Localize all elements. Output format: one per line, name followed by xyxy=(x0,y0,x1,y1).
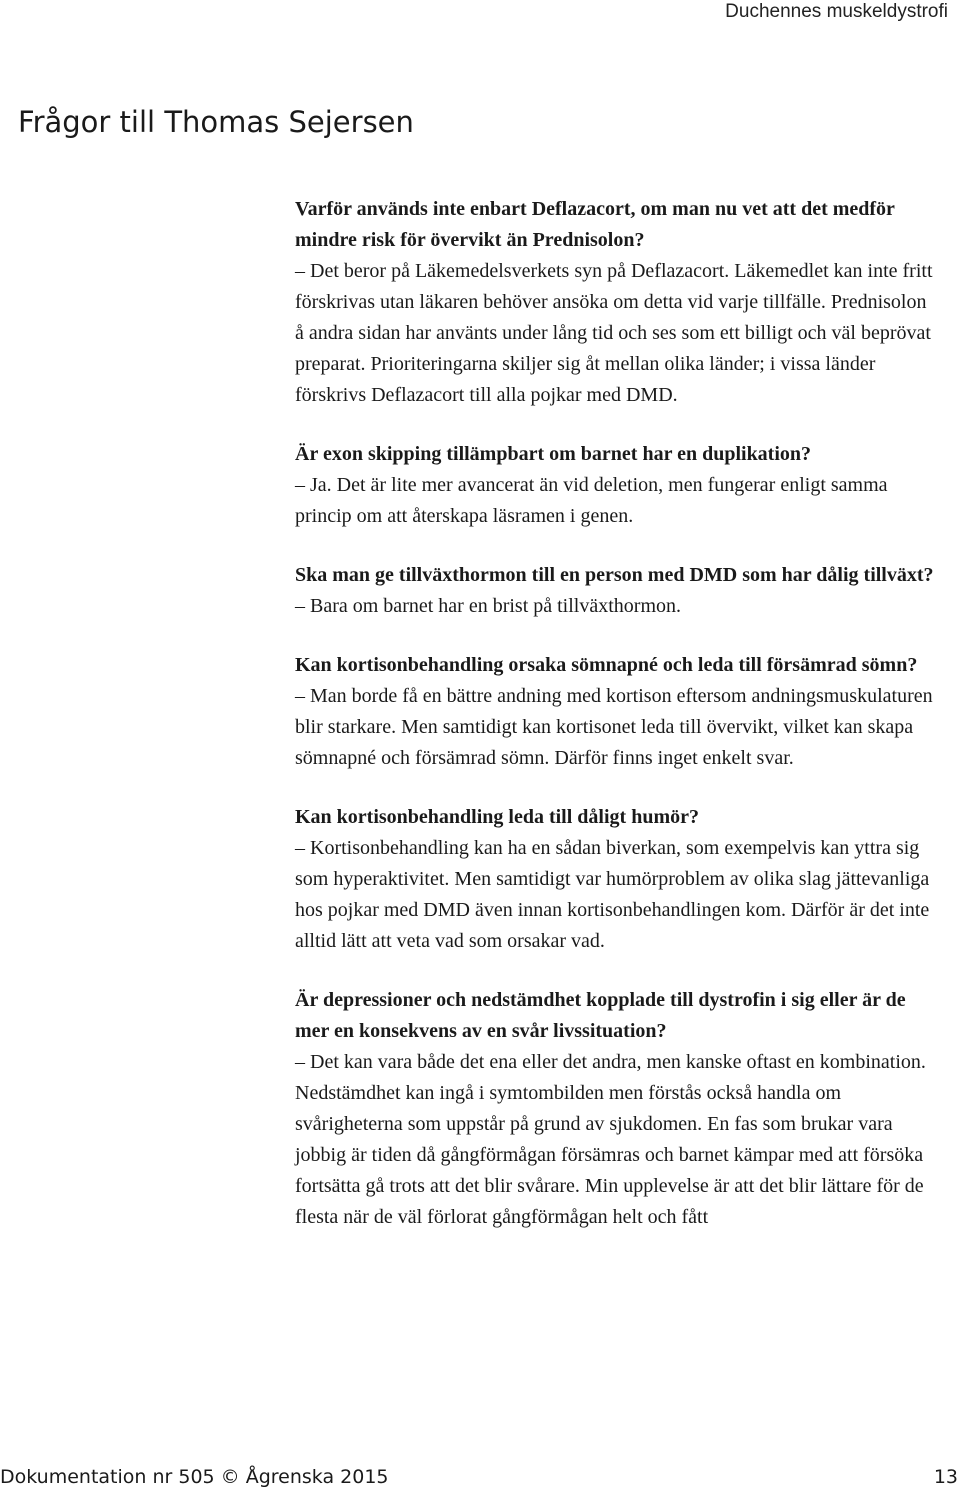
question-text: Varför används inte enbart Deflazacort, om man nu vet att det medför mindre risk för övervikt än Prednisolon? xyxy=(295,198,895,251)
answer-text: – Bara om barnet har en brist på tillväxthormon. xyxy=(295,595,682,617)
question-text: Kan kortisonbehandling orsaka sömnapné och leda till försämrad sömn? xyxy=(295,654,918,676)
answer-text: – Det kan vara både det ena eller det andra, men kanske oftast en kombination. Nedstämdhet kan ingå i symtombilden men förstås också handla om svårigheterna som uppstår på grund av sjukdomen. En fas som brukar vara jobbig är tiden då gångförmågan försämras och barnet kämpar med att försöka fortsätta gå trots att det blir svårare. Min upplevelse är att det blir lättare för de flesta när de väl förlorat gångförmågan helt och fått xyxy=(295,1051,926,1228)
answer-text: – Man borde få en bättre andning med kortison eftersom andningsmuskulaturen blir starkare. Men samtidigt kan kortisonet leda till övervikt, vilket kan skapa sömnapné och försämrad sömn. Därför finns inget enkelt svar. xyxy=(295,685,933,769)
page-number: 13 xyxy=(933,1466,958,1488)
qa-item xyxy=(295,985,935,1233)
qa-item xyxy=(295,802,935,957)
page-title: Frågor till Thomas Sejersen xyxy=(18,105,414,139)
running-header: Duchennes muskeldystrofi xyxy=(725,1,948,22)
question-text: Är depressioner och nedstämdhet kopplade till dystrofin i sig eller är de mer en konsekvens av en svår livssituation? xyxy=(295,989,906,1042)
qa-item xyxy=(295,439,935,532)
question-text: Kan kortisonbehandling leda till dåligt humör? xyxy=(295,806,699,828)
question-text: Är exon skipping tillämpbart om barnet har en duplikation? xyxy=(295,443,812,465)
answer-text: – Ja. Det är lite mer avancerat än vid deletion, men fungerar enligt samma princip om att återskapa läsramen i genen. xyxy=(295,474,888,527)
qa-item xyxy=(295,650,935,774)
question-text: Ska man ge tillväxthormon till en person med DMD som har dålig tillväxt? xyxy=(295,564,934,586)
answer-text: – Kortisonbehandling kan ha en sådan biverkan, som exempelvis kan yttra sig som hyperaktivitet. Men samtidigt var humörproblem av olika slag jättevanliga hos pojkar med DMD även innan kortisonbehandlingen kom. Därför är det inte alltid lätt att veta vad som orsakar vad. xyxy=(295,837,930,952)
qa-section xyxy=(295,194,935,1233)
answer-text: – Det beror på Läkemedelsverkets syn på Deflazacort. Läkemedlet kan inte fritt förskrivas utan läkaren behöver ansöka om detta vid varje tillfälle. Prednisolon å andra sidan har använts under lång tid och ses som ett billigt och väl beprövat preparat. Prioriteringarna skiljer sig åt mellan olika länder; i vissa länder förskrivs Deflazacort till alla pojkar med DMD. xyxy=(295,260,933,406)
qa-item xyxy=(295,560,935,622)
qa-item xyxy=(295,194,935,411)
footer-publication-info: Dokumentation nr 505 © Ågrenska 2015 xyxy=(0,1466,389,1488)
